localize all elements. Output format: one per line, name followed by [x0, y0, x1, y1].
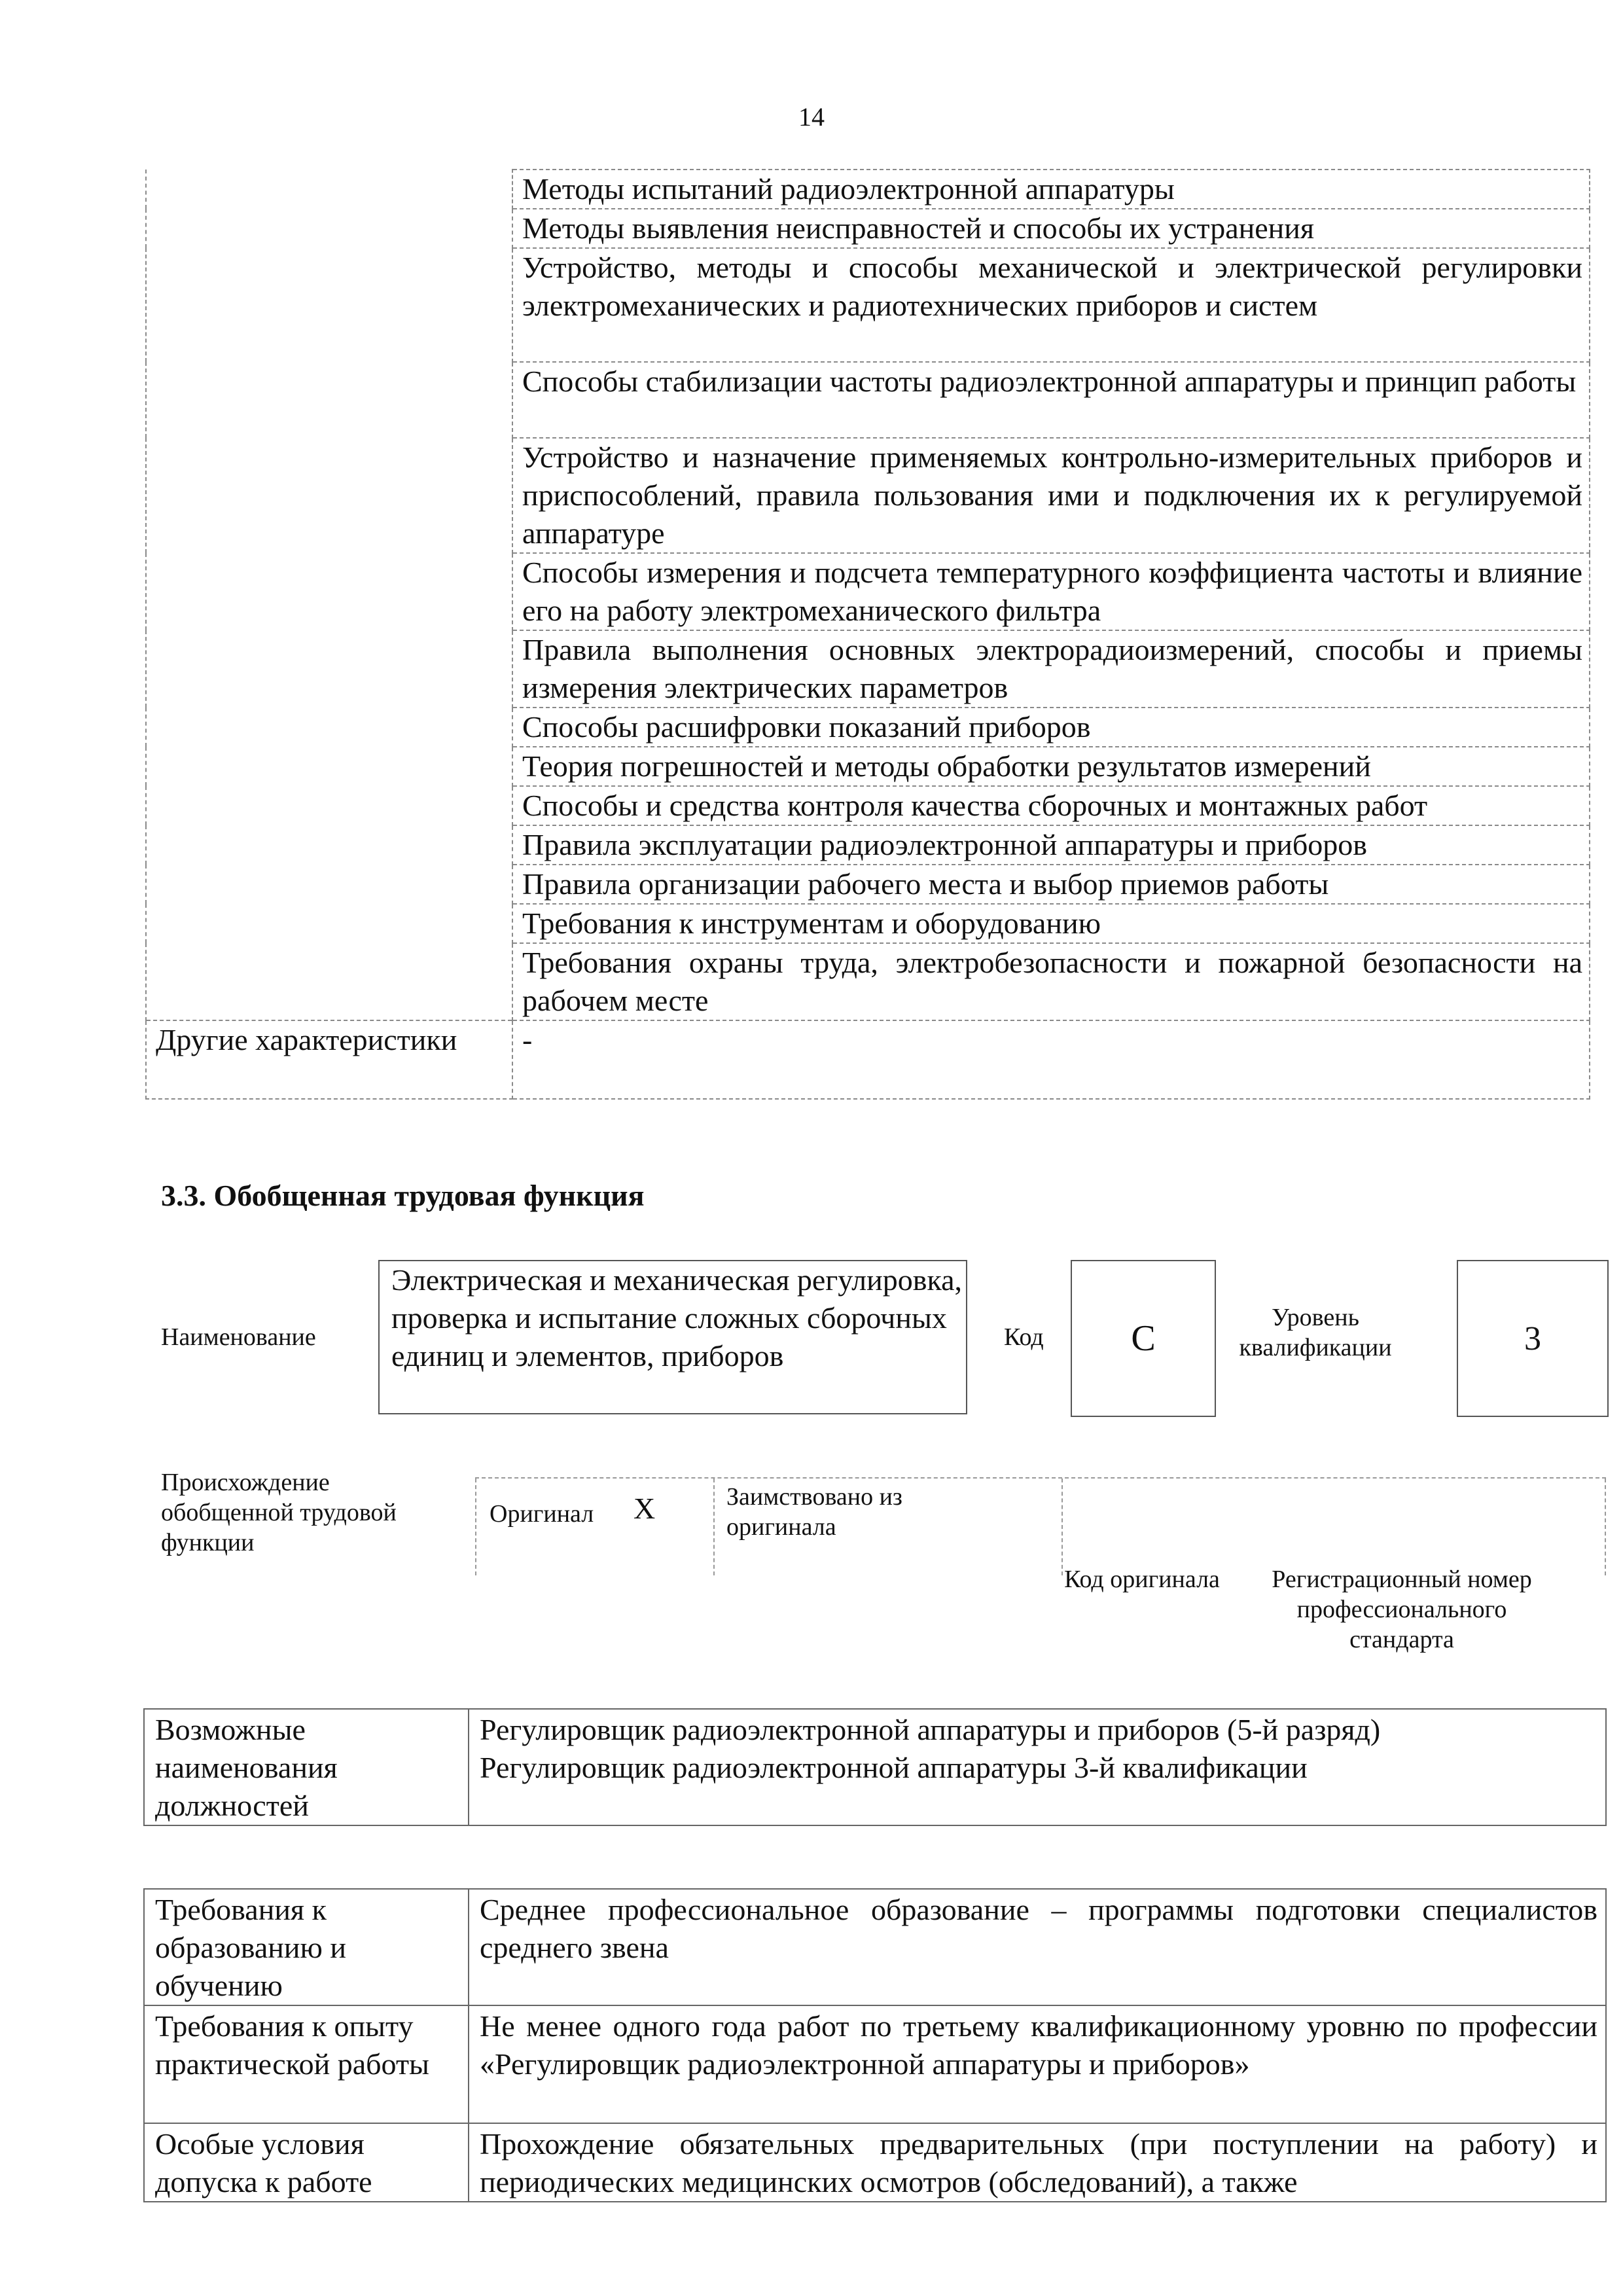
- origin-label: Происхождение обобщенной трудовой функции: [161, 1469, 397, 1556]
- requirement-value: Прохождение обязательных предварительных (при поступлении на работу) и периодических медицинских осмотров (обследований), а также: [469, 2123, 1606, 2202]
- qualification-level-box: 3: [1457, 1260, 1609, 1417]
- knowledge-item: Способы стабилизации частоты радиоэлектронной аппаратуры и принцип работы: [512, 362, 1590, 438]
- other-characteristics-label: Другие характеристики: [146, 1020, 512, 1099]
- function-name-box: Электрическая и механическая регулировка, проверка и испытание сложных сборочных единиц и элементов, приборов: [378, 1260, 967, 1414]
- knowledge-item: Устройство и назначение применяемых контрольно-измерительных приборов и приспособлений, правила пользования ими и подключения их к регулируемой аппаратуре: [512, 438, 1590, 553]
- section-title: 3.3. Обобщенная трудовая функция: [161, 1179, 645, 1212]
- knowledge-item: Правила эксплуатации радиоэлектронной аппаратуры и приборов: [512, 825, 1590, 865]
- original-mark: X: [633, 1492, 656, 1525]
- knowledge-item: Правила организации рабочего места и выбор приемов работы: [512, 865, 1590, 904]
- other-characteristics-value: -: [512, 1020, 1590, 1099]
- requirement-value: Среднее профессиональное образование – программы подготовки специалистов среднего звена: [469, 1889, 1606, 2005]
- knowledge-item: Методы испытаний радиоэлектронной аппаратуры: [512, 170, 1590, 209]
- position-name: Регулировщик радиоэлектронной аппаратуры 3-й квалификации: [480, 1751, 1308, 1784]
- knowledge-left-cell: [146, 170, 512, 209]
- page-number: 14: [798, 102, 825, 132]
- knowledge-item: Теория погрешностей и методы обработки результатов измерений: [512, 747, 1590, 786]
- knowledge-item: Способы и средства контроля качества сборочных и монтажных работ: [512, 786, 1590, 825]
- knowledge-item: Правила выполнения основных электрорадиоизмерений, способы и приемы измерения электрических параметров: [512, 630, 1590, 708]
- requirements-table: [143, 1888, 1607, 2202]
- positions-values: [469, 1709, 1606, 1825]
- knowledge-item: Способы измерения и подсчета температурного коэффициента частоты и влияние его на работу электромеханического фильтра: [512, 553, 1590, 630]
- knowledge-item: Устройство, методы и способы механической и электрической регулировки электромеханических и радиотехнических приборов и систем: [512, 248, 1590, 362]
- requirement-label: Особые условия допуска к работе: [144, 2123, 469, 2202]
- name-label: Наименование: [161, 1323, 316, 1351]
- knowledge-item: Способы расшифровки показаний приборов: [512, 708, 1590, 747]
- positions-table: [143, 1708, 1607, 1826]
- reg-number-label: Регистрационный номер профессионального стандарта: [1272, 1566, 1532, 1653]
- positions-label: Возможные наименования должностей: [144, 1709, 469, 1825]
- requirement-label: Требования к образованию и обучению: [144, 1889, 469, 2005]
- code-label: Код: [1004, 1323, 1044, 1351]
- knowledge-item: Требования к инструментам и оборудованию: [512, 904, 1590, 943]
- function-code-box: C: [1071, 1260, 1216, 1417]
- borrowed-label: Заимствовано из оригинала: [726, 1483, 902, 1541]
- level-label: Уровень квалификации: [1239, 1304, 1392, 1361]
- knowledge-table: [145, 169, 1590, 1100]
- requirement-value: Не менее одного года работ по третьему квалификационному уровню по профессии «Регулировщик радиоэлектронной аппаратуры и приборов»: [469, 2005, 1606, 2123]
- knowledge-item: Требования охраны труда, электробезопасности и пожарной безопасности на рабочем месте: [512, 943, 1590, 1020]
- knowledge-item: Методы выявления неисправностей и способы их устранения: [512, 209, 1590, 248]
- position-name: Регулировщик радиоэлектронной аппаратуры и приборов (5-й разряд): [480, 1713, 1381, 1746]
- code-original-label: Код оригинала: [1064, 1566, 1220, 1593]
- original-label: Оригинал: [490, 1500, 594, 1528]
- requirement-label: Требования к опыту практической работы: [144, 2005, 469, 2123]
